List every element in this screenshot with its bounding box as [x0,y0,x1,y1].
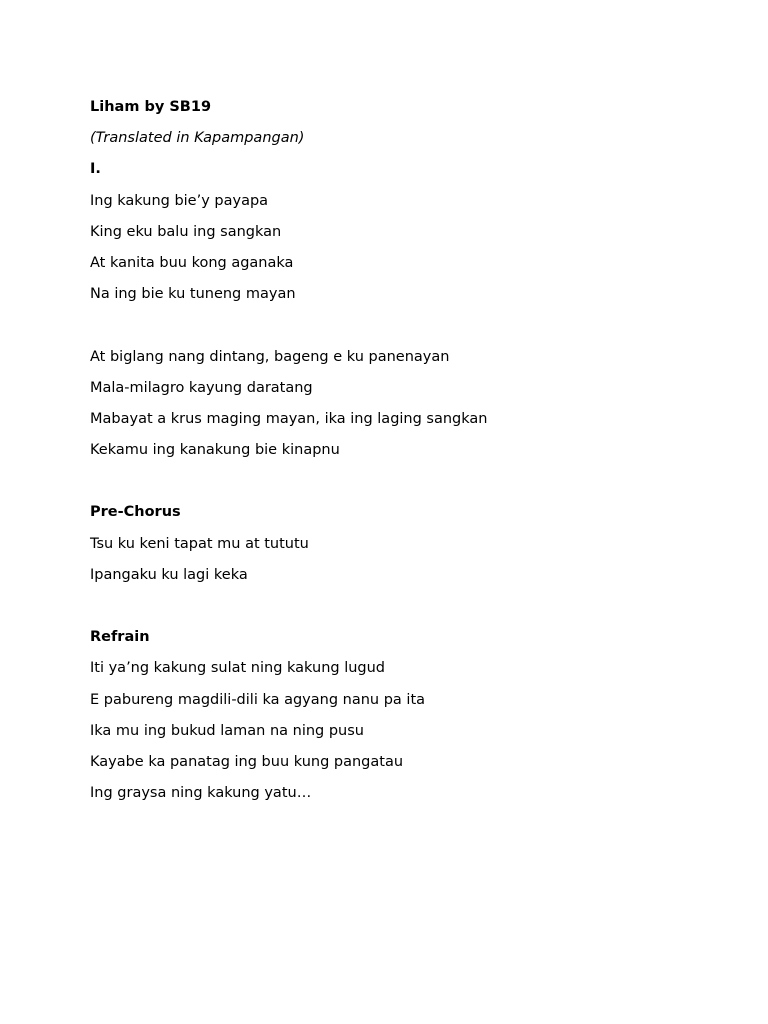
document-page [90,92,710,809]
document-title: Liham by SB19 [90,99,212,115]
pre-chorus [90,497,710,591]
lyric-line: At biglang nang dintang, bageng e ku panenayan [90,348,450,365]
lyric-line: Na ing bie ku tuneng mayan [90,286,296,303]
lyric-line: E pabureng magdili-dili ka agyang nanu pa ita [90,691,426,708]
refrain [90,622,710,809]
verse-1-heading: I. [90,161,101,178]
refrain-heading: Refrain [90,629,150,646]
lyric-line: Tsu ku keni tapat mu at tututu [90,535,309,552]
pre-chorus-heading: Pre-Chorus [90,504,181,521]
document-subtitle: (Translated in Kapampangan) [90,130,305,147]
lyric-line: Ing kakung bie’y payapa [90,192,269,209]
lyric-line: Ika mu ing bukud laman na ning pusu [90,722,364,739]
section-break [90,466,710,497]
lyric-line: Ing graysa ning kakung yatu… [90,785,312,802]
lyric-line: At kanita buu kong aganaka [90,254,294,271]
lyric-line: Ipangaku ku lagi keka [90,566,248,583]
lyric-line: Mala-milagro kayung daratang [90,379,313,396]
section-break [90,591,710,622]
lyric-line: Kayabe ka panatag ing buu kung pangatau [90,753,404,770]
lyric-line: Kekamu ing kanakung bie kinapnu [90,442,340,459]
verse-1 [90,154,710,466]
stanza-break [90,310,710,341]
lyric-line: King eku balu ing sangkan [90,223,282,240]
lyric-line: Iti ya’ng kakung sulat ning kakung lugud [90,660,386,677]
lyric-line: Mabayat a krus maging mayan, ika ing laging sangkan [90,410,488,427]
